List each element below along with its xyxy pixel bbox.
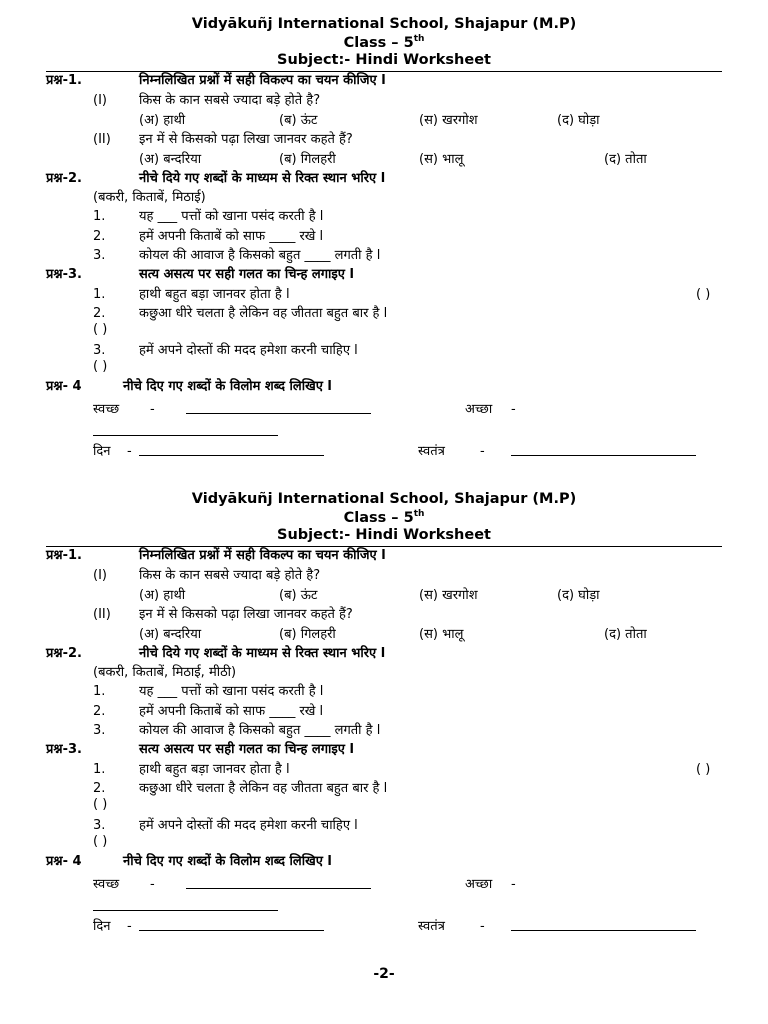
q3-item-number: 1. <box>93 287 106 302</box>
q4-dash: - <box>150 402 155 417</box>
q2-word-bank: (बकरी, किताबें, मिठाई, मीठी) <box>93 665 237 680</box>
class-title: Class – 5th <box>343 34 425 51</box>
q1-ii-number: (II) <box>93 607 111 622</box>
page-number: -2- <box>373 966 395 982</box>
q4-word: स्वतंत्र <box>418 919 445 934</box>
q2-label: प्रश्न-2. <box>46 171 82 186</box>
q4-dash: - <box>150 877 155 892</box>
q1-ii-option: (अ) बन्दरिया <box>139 152 202 167</box>
q1-label: प्रश्न-1. <box>46 548 82 563</box>
q4-word: स्वच्छ <box>93 877 120 892</box>
q1-i-option: (ब) ऊंट <box>279 113 318 128</box>
q3-answer-bracket: ( ) <box>93 834 108 849</box>
q4-dash: - <box>480 919 485 934</box>
subject-title: Subject:- Hindi Worksheet <box>277 527 491 543</box>
q4-answer-line[interactable] <box>139 919 324 936</box>
q3-item-text: हाथी बहुत बड़ा जानवर होता है l <box>139 762 290 777</box>
q1-i-text: किस के कान सबसे ज्यादा बड़े होते है? <box>139 568 321 583</box>
worksheet-1 <box>0 0 768 470</box>
header-rule <box>46 71 722 72</box>
q3-label: प्रश्न-3. <box>46 267 82 282</box>
q1-i-option: (स) खरगोश <box>419 588 478 603</box>
q2-word-bank: (बकरी, किताबें, मिठाई) <box>93 190 206 205</box>
subject-title: Subject:- Hindi Worksheet <box>277 52 491 68</box>
q1-label: प्रश्न-1. <box>46 73 82 88</box>
q1-ii-option: (स) भालू <box>419 627 464 642</box>
q4-answer-line[interactable] <box>93 424 278 441</box>
q1-ii-text: इन में से किसको पढ़ा लिखा जानवर कहते हैं? <box>139 607 353 622</box>
q3-text: सत्य असत्य पर सही गलत का चिन्ह लगाइए l <box>139 742 354 757</box>
q3-answer-bracket: ( ) <box>696 287 711 302</box>
q1-ii-option: (द) तोता <box>604 627 647 642</box>
q1-text: निम्नलिखित प्रश्नों में सही विकल्प का चयन कीजिए l <box>139 73 386 88</box>
header-rule <box>46 546 722 547</box>
q1-ii-number: (II) <box>93 132 111 147</box>
q4-label: प्रश्न- 4 <box>46 854 82 869</box>
q1-ii-option: (ब) गिलहरी <box>279 627 336 642</box>
q3-item-text: हमें अपने दोस्तों की मदद हमेशा करनी चाहिए l <box>139 818 358 833</box>
worksheet-2 <box>0 475 768 945</box>
q2-item-text: कोयल की आवाज है किसको बहुत ____ लगती है l <box>139 723 381 738</box>
q4-text: नीचे दिए गए शब्दों के विलोम शब्द लिखिए l <box>123 854 332 869</box>
q4-text: नीचे दिए गए शब्दों के विलोम शब्द लिखिए l <box>123 379 332 394</box>
q2-item-number: 2. <box>93 229 106 244</box>
q1-i-option: (अ) हाथी <box>139 588 186 603</box>
q4-dash: - <box>127 919 132 934</box>
school-title: Vidyākuñj International School, Shajapur (M.P) <box>191 16 577 32</box>
q4-label: प्रश्न- 4 <box>46 379 82 394</box>
q4-dash: - <box>480 444 485 459</box>
q2-item-number: 3. <box>93 248 106 263</box>
q4-answer-line[interactable] <box>511 919 696 936</box>
q1-i-option: (द) घोड़ा <box>557 113 600 128</box>
q3-item-text: कछुआ धीरे चलता है लेकिन वह जीतता बहुत बार है l <box>139 781 388 796</box>
q3-item-number: 2. <box>93 306 106 321</box>
q1-i-option: (अ) हाथी <box>139 113 186 128</box>
q2-label: प्रश्न-2. <box>46 646 82 661</box>
q4-answer-line[interactable] <box>186 877 371 894</box>
q3-answer-bracket: ( ) <box>93 797 108 812</box>
q3-answer-bracket: ( ) <box>93 322 108 337</box>
school-title: Vidyākuñj International School, Shajapur (M.P) <box>191 491 577 507</box>
q3-label: प्रश्न-3. <box>46 742 82 757</box>
q3-item-text: कछुआ धीरे चलता है लेकिन वह जीतता बहुत बार है l <box>139 306 388 321</box>
q1-ii-option: (अ) बन्दरिया <box>139 627 202 642</box>
q4-word: अच्छा <box>465 402 493 417</box>
q2-item-text: कोयल की आवाज है किसको बहुत ____ लगती है l <box>139 248 381 263</box>
q4-word: दिन <box>93 444 111 459</box>
q2-item-text: हमें अपनी किताबें को साफ ____ रखे l <box>139 229 324 244</box>
q1-i-option: (स) खरगोश <box>419 113 478 128</box>
q1-ii-option: (ब) गिलहरी <box>279 152 336 167</box>
q4-word: स्वतंत्र <box>418 444 445 459</box>
q1-ii-option: (स) भालू <box>419 152 464 167</box>
q3-item-number: 2. <box>93 781 106 796</box>
q4-answer-line[interactable] <box>93 899 278 916</box>
q4-answer-line[interactable] <box>511 444 696 461</box>
q3-item-text: हमें अपने दोस्तों की मदद हमेशा करनी चाहिए l <box>139 343 358 358</box>
q2-text: नीचे दिये गए शब्दों के माध्यम से रिक्त स्थान भरिए l <box>139 646 386 661</box>
q3-answer-bracket: ( ) <box>696 762 711 777</box>
q4-dash: - <box>511 402 516 417</box>
q2-text: नीचे दिये गए शब्दों के माध्यम से रिक्त स्थान भरिए l <box>139 171 386 186</box>
q1-i-option: (ब) ऊंट <box>279 588 318 603</box>
q1-text: निम्नलिखित प्रश्नों में सही विकल्प का चयन कीजिए l <box>139 548 386 563</box>
q2-item-number: 1. <box>93 209 106 224</box>
q2-item-number: 3. <box>93 723 106 738</box>
q3-item-number: 1. <box>93 762 106 777</box>
q2-item-number: 2. <box>93 704 106 719</box>
q4-word: स्वच्छ <box>93 402 120 417</box>
q2-item-text: हमें अपनी किताबें को साफ ____ रखे l <box>139 704 324 719</box>
q4-word: दिन <box>93 919 111 934</box>
q4-dash: - <box>127 444 132 459</box>
q2-item-text: यह ___ पत्तों को खाना पसंद करती है l <box>139 684 324 699</box>
q3-item-text: हाथी बहुत बड़ा जानवर होता है l <box>139 287 290 302</box>
q4-answer-line[interactable] <box>186 402 371 419</box>
q4-answer-line[interactable] <box>139 444 324 461</box>
q1-ii-text: इन में से किसको पढ़ा लिखा जानवर कहते हैं? <box>139 132 353 147</box>
q3-text: सत्य असत्य पर सही गलत का चिन्ह लगाइए l <box>139 267 354 282</box>
class-title: Class – 5th <box>343 509 425 526</box>
q2-item-number: 1. <box>93 684 106 699</box>
q1-i-text: किस के कान सबसे ज्यादा बड़े होते है? <box>139 93 321 108</box>
q3-item-number: 3. <box>93 343 106 358</box>
q2-item-text: यह ___ पत्तों को खाना पसंद करती है l <box>139 209 324 224</box>
q1-ii-option: (द) तोता <box>604 152 647 167</box>
q3-item-number: 3. <box>93 818 106 833</box>
q1-i-option: (द) घोड़ा <box>557 588 600 603</box>
q4-word: अच्छा <box>465 877 493 892</box>
q1-i-number: (I) <box>93 93 107 108</box>
q1-i-number: (I) <box>93 568 107 583</box>
q3-answer-bracket: ( ) <box>93 359 108 374</box>
q4-dash: - <box>511 877 516 892</box>
